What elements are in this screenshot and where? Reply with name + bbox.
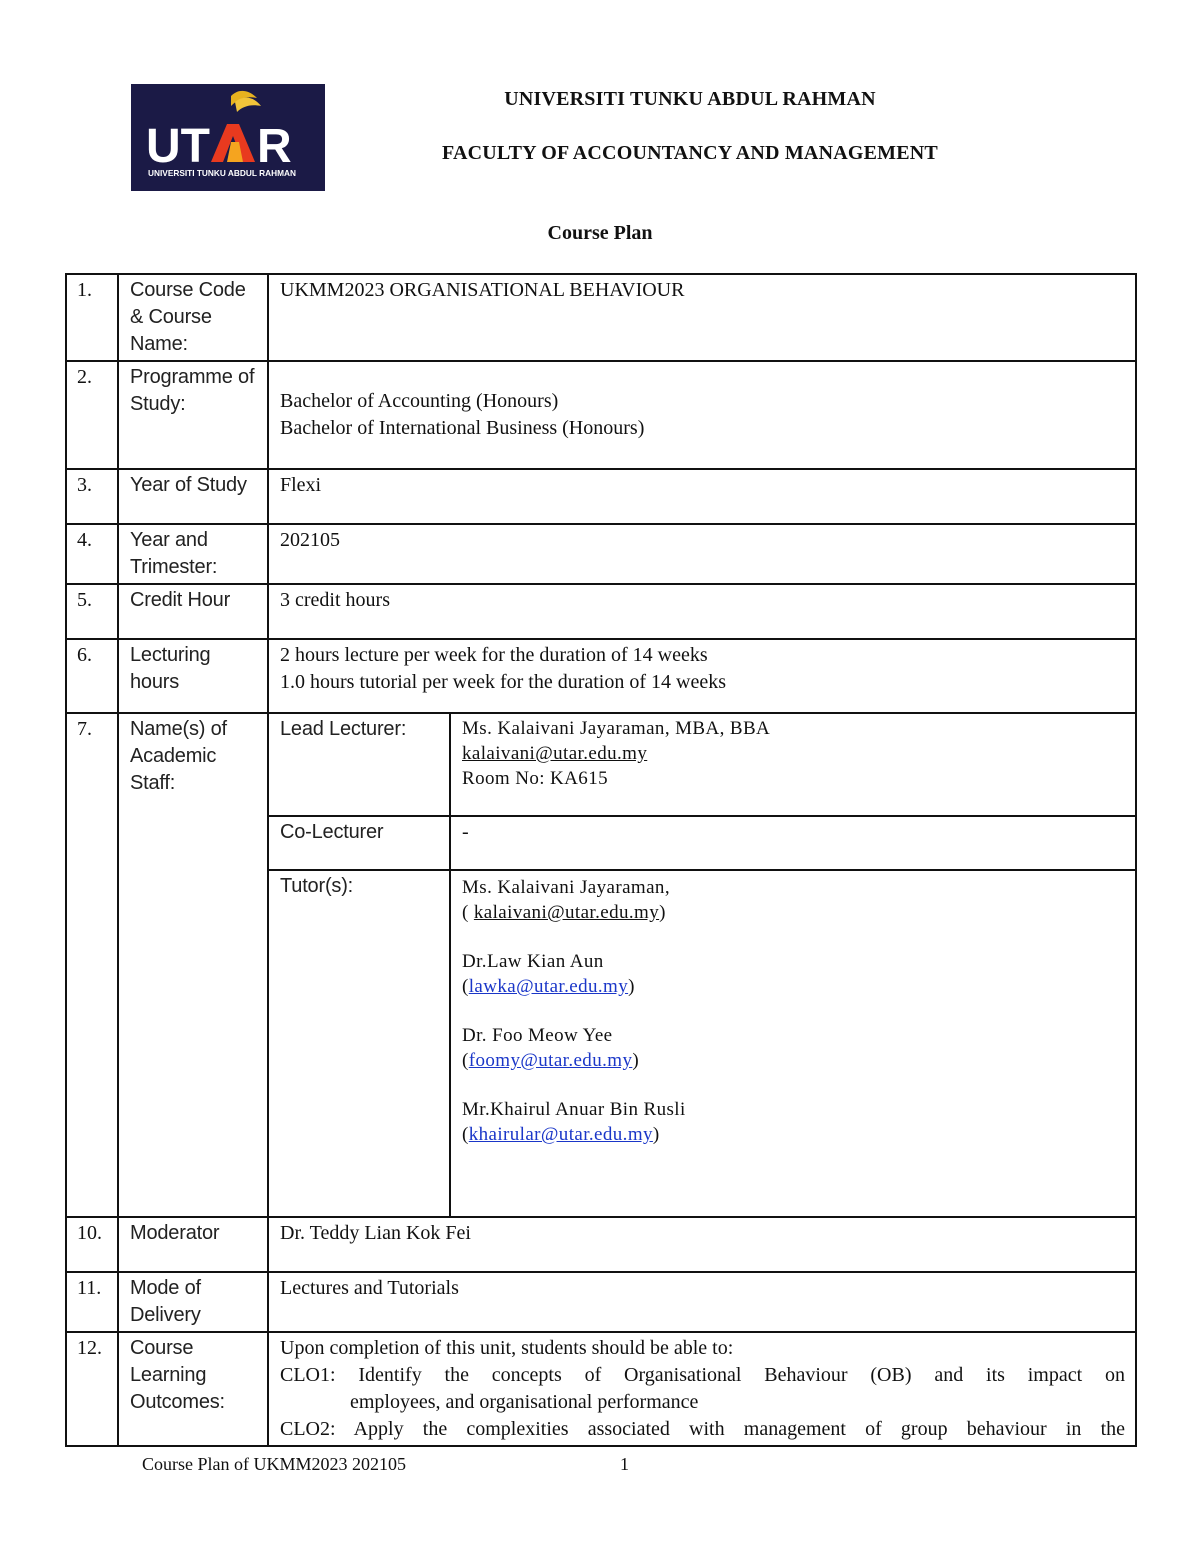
utar-logo-graphic [131,84,325,191]
course-name-value: UKMM2023 ORGANISATIONAL BEHAVIOUR [268,274,1136,361]
row-number: 4. [66,524,118,584]
row-label: Name(s) of Academic Staff: [118,713,268,1217]
moderator-value: Dr. Teddy Lian Kok Fei [268,1217,1136,1272]
table-row [66,469,1136,524]
row-number: 12. [66,1332,118,1446]
table-row [66,1272,1136,1332]
row-label: Year and Trimester: [118,524,268,584]
row-label: Lecturing hours [118,639,268,713]
clo1-line: CLO1: Identify the concepts of Organisational Behaviour (OB) and its impact on [280,1364,1126,1386]
table-row [66,1332,1136,1446]
university-name: UNIVERSITI TUNKU ABDUL RAHMAN [504,88,876,110]
mode-of-delivery-value: Lectures and Tutorials [268,1272,1136,1332]
row-label: Mode of Delivery [118,1272,268,1332]
paren-close: ) [628,976,635,997]
page-number: 1 [620,1454,629,1474]
logo-text-ut: UT [146,120,210,173]
paren-open: ( [462,1050,469,1071]
table-row [66,361,1136,469]
row-label: Moderator [118,1217,268,1272]
utar-logo [131,84,325,191]
row-number: 3. [66,469,118,524]
logo-text-r: R [257,120,292,173]
row-number: 11. [66,1272,118,1332]
trimester-value: 202105 [268,524,1136,584]
credit-hour-value: 3 credit hours [268,584,1136,639]
row-number: 2. [66,361,118,469]
lecture-line: 2 hours lecture per week for the duration of 14 weeks [280,644,708,666]
footer-text: Course Plan of UKMM2023 202105 [142,1454,406,1474]
paren-open: ( [462,1124,469,1145]
paren-open: ( [462,902,474,923]
tutor-entry [462,1097,1125,1147]
table-row [66,1217,1136,1272]
tutors-value [450,870,1136,1217]
co-lecturer-label: Co-Lecturer [268,816,450,870]
faculty-name: FACULTY OF ACCOUNTANCY AND MANAGEMENT [442,142,938,164]
paren-open: ( [462,976,469,997]
tutor-name: Dr. Foo Meow Yee [462,1025,613,1046]
tutor-entry [462,949,1125,999]
tutor-entry [462,875,1125,925]
co-lecturer-value: - [450,816,1136,870]
row-label: Course Code & Course Name: [118,274,268,361]
row-label: Credit Hour [118,584,268,639]
table-row [66,639,1136,713]
lead-lecturer-email[interactable]: kalaivani@utar.edu.my [462,743,648,764]
row-label: Course Learning Outcomes: [118,1332,268,1446]
row-number: 5. [66,584,118,639]
tutor-name: Dr.Law Kian Aun [462,951,604,972]
programme-line: Bachelor of Accounting (Honours) [280,390,559,412]
row-label: Programme of Study: [118,361,268,469]
lecturing-hours-value [268,639,1136,713]
row-number: 7. [66,713,118,1217]
programme-line: Bachelor of International Business (Honours) [280,417,645,439]
paren-close: ) [659,902,666,923]
lead-lecturer-name: Ms. Kalaivani Jayaraman, MBA, BBA [462,718,771,739]
clo1-continuation: employees, and organisational performance [350,1391,699,1413]
tutorial-line: 1.0 hours tutorial per week for the duration of 14 weeks [280,671,726,693]
tutors-label: Tutor(s): [268,870,450,1217]
paren-close: ) [632,1050,640,1071]
tutor-email[interactable]: khairular@utar.edu.my [468,1124,653,1145]
document-title: Course Plan [547,222,653,244]
tutor-email[interactable]: lawka@utar.edu.my [468,976,629,997]
row-number: 6. [66,639,118,713]
clo2-line: CLO2: Apply the complexities associated with management of group behaviour in the [280,1418,1126,1440]
table-row [66,524,1136,584]
table-row [66,274,1136,361]
table-row [66,584,1136,639]
tutor-email[interactable]: kalaivani@utar.edu.my [473,902,660,923]
tutor-entry [462,1023,1125,1073]
learning-outcomes-value [268,1332,1136,1446]
logo-subtext: UNIVERSITI TUNKU ABDUL RAHMAN [148,168,296,178]
paren-close: ) [652,1124,660,1145]
row-number: 1. [66,274,118,361]
row-label: Year of Study [118,469,268,524]
lead-lecturer-room: Room No: KA615 [462,768,608,789]
row-number: 10. [66,1217,118,1272]
programme-value [268,361,1136,469]
table-row [66,713,1136,816]
course-plan-table [65,273,1137,1447]
tutor-email[interactable]: foomy@utar.edu.my [468,1050,633,1071]
tutor-name: Mr.Khairul Anuar Bin Rusli [462,1099,686,1120]
tutor-name: Ms. Kalaivani Jayaraman, [462,877,670,898]
year-of-study-value: Flexi [268,469,1136,524]
lead-lecturer-label: Lead Lecturer: [268,713,450,816]
lead-lecturer-value [450,713,1136,816]
clo-intro: Upon completion of this unit, students should be able to: [280,1337,734,1359]
